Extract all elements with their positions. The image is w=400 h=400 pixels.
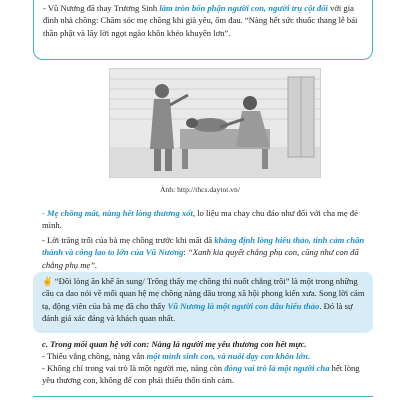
father-role-highlight: đóng vai trò là một người cha (224, 363, 330, 373)
vu-nuong-duty-suffix: với gia đình nhà chồng: Chăm sóc mẹ chồng khi già yếu, ốm đau. “Nàng hết sức thuốc thang lễ bái thần phật và lấy lời ngọt ngào khôn khéo khuyên lơn”. (43, 3, 358, 38)
raise-child-prefix: - Thiếu vắng chồng, nàng vẫn (42, 351, 147, 361)
illustration-drawing (110, 69, 321, 178)
vu-nuong-duty-prefix: - Vũ Nương đã thay Trương Sinh (43, 3, 160, 13)
father-role-suffix: hết lòng yêu thương con, không để con phải thiếu thốn tình cảm. (42, 363, 360, 386)
mourning-suffix: , lo liệu ma chay chu đáo như đối với cha mẹ đẻ mình. (42, 208, 358, 231)
raise-child-highlight: một mình sinh con, và nuôi dạy con khôn lớn (146, 351, 308, 361)
paragraph-mother-in-law-death (42, 207, 372, 232)
last-words-colon: : (183, 247, 188, 258)
illustration-image (109, 68, 321, 178)
last-words-quote: “Xanh kia quyết chẳng phụ con, cũng như con đã chẳng phụ mẹ”. (42, 247, 359, 270)
last-words-highlight: khẳng định lòng hiếu thảo, tình cảm chân thành và công lao to lớn của Vũ Nương (42, 235, 365, 258)
paragraph-raise-child (42, 350, 372, 362)
last-words-prefix: - Lời trăng trối của bà mẹ chồng trước khi mất đã (42, 235, 215, 245)
hand-pointer-icon: ✌ (42, 276, 53, 286)
father-role-prefix: - Không chỉ trong vai trò là một người mẹ, nàng còn (42, 363, 225, 373)
bottom-divider (33, 396, 373, 397)
raise-child-suffix: . (307, 351, 311, 361)
paragraph-father-role (42, 362, 372, 387)
folk-quote-highlight: Vũ Nương là một người con dâu hiếu thảo (167, 300, 320, 311)
folk-quote-box (33, 272, 373, 333)
folk-quote-prefix: “Đôi lòng ăn khế ăn sung/ Trông thấy mẹ chồng thì nuốt chẳng trôi” là một trong những câu ca dao nói về mối quan hệ mẹ chồng nàng dâu trong xã hội phong kiến xưa. Song lời cảm tạ, động viên của bà mẹ đã cho thấy (42, 276, 365, 311)
vu-nuong-duty-highlight: làm tròn bổn phận người con, người trụ cột đối (159, 3, 328, 13)
mourning-highlight: - Mẹ chồng mất, nàng hết lòng thương xót (42, 208, 193, 218)
section-heading-c: c. Trong mối quan hệ với con: Nàng là người mẹ yêu thương con hết mực. (42, 339, 307, 349)
folk-quote-suffix: . Đó là sự đánh giá xác đáng và khách quan nhất. (42, 300, 353, 323)
paragraph-last-words (42, 234, 372, 271)
image-caption: Ảnh: http://thcs.daytot.vn/ (160, 185, 240, 194)
continuation-box (33, 0, 373, 60)
